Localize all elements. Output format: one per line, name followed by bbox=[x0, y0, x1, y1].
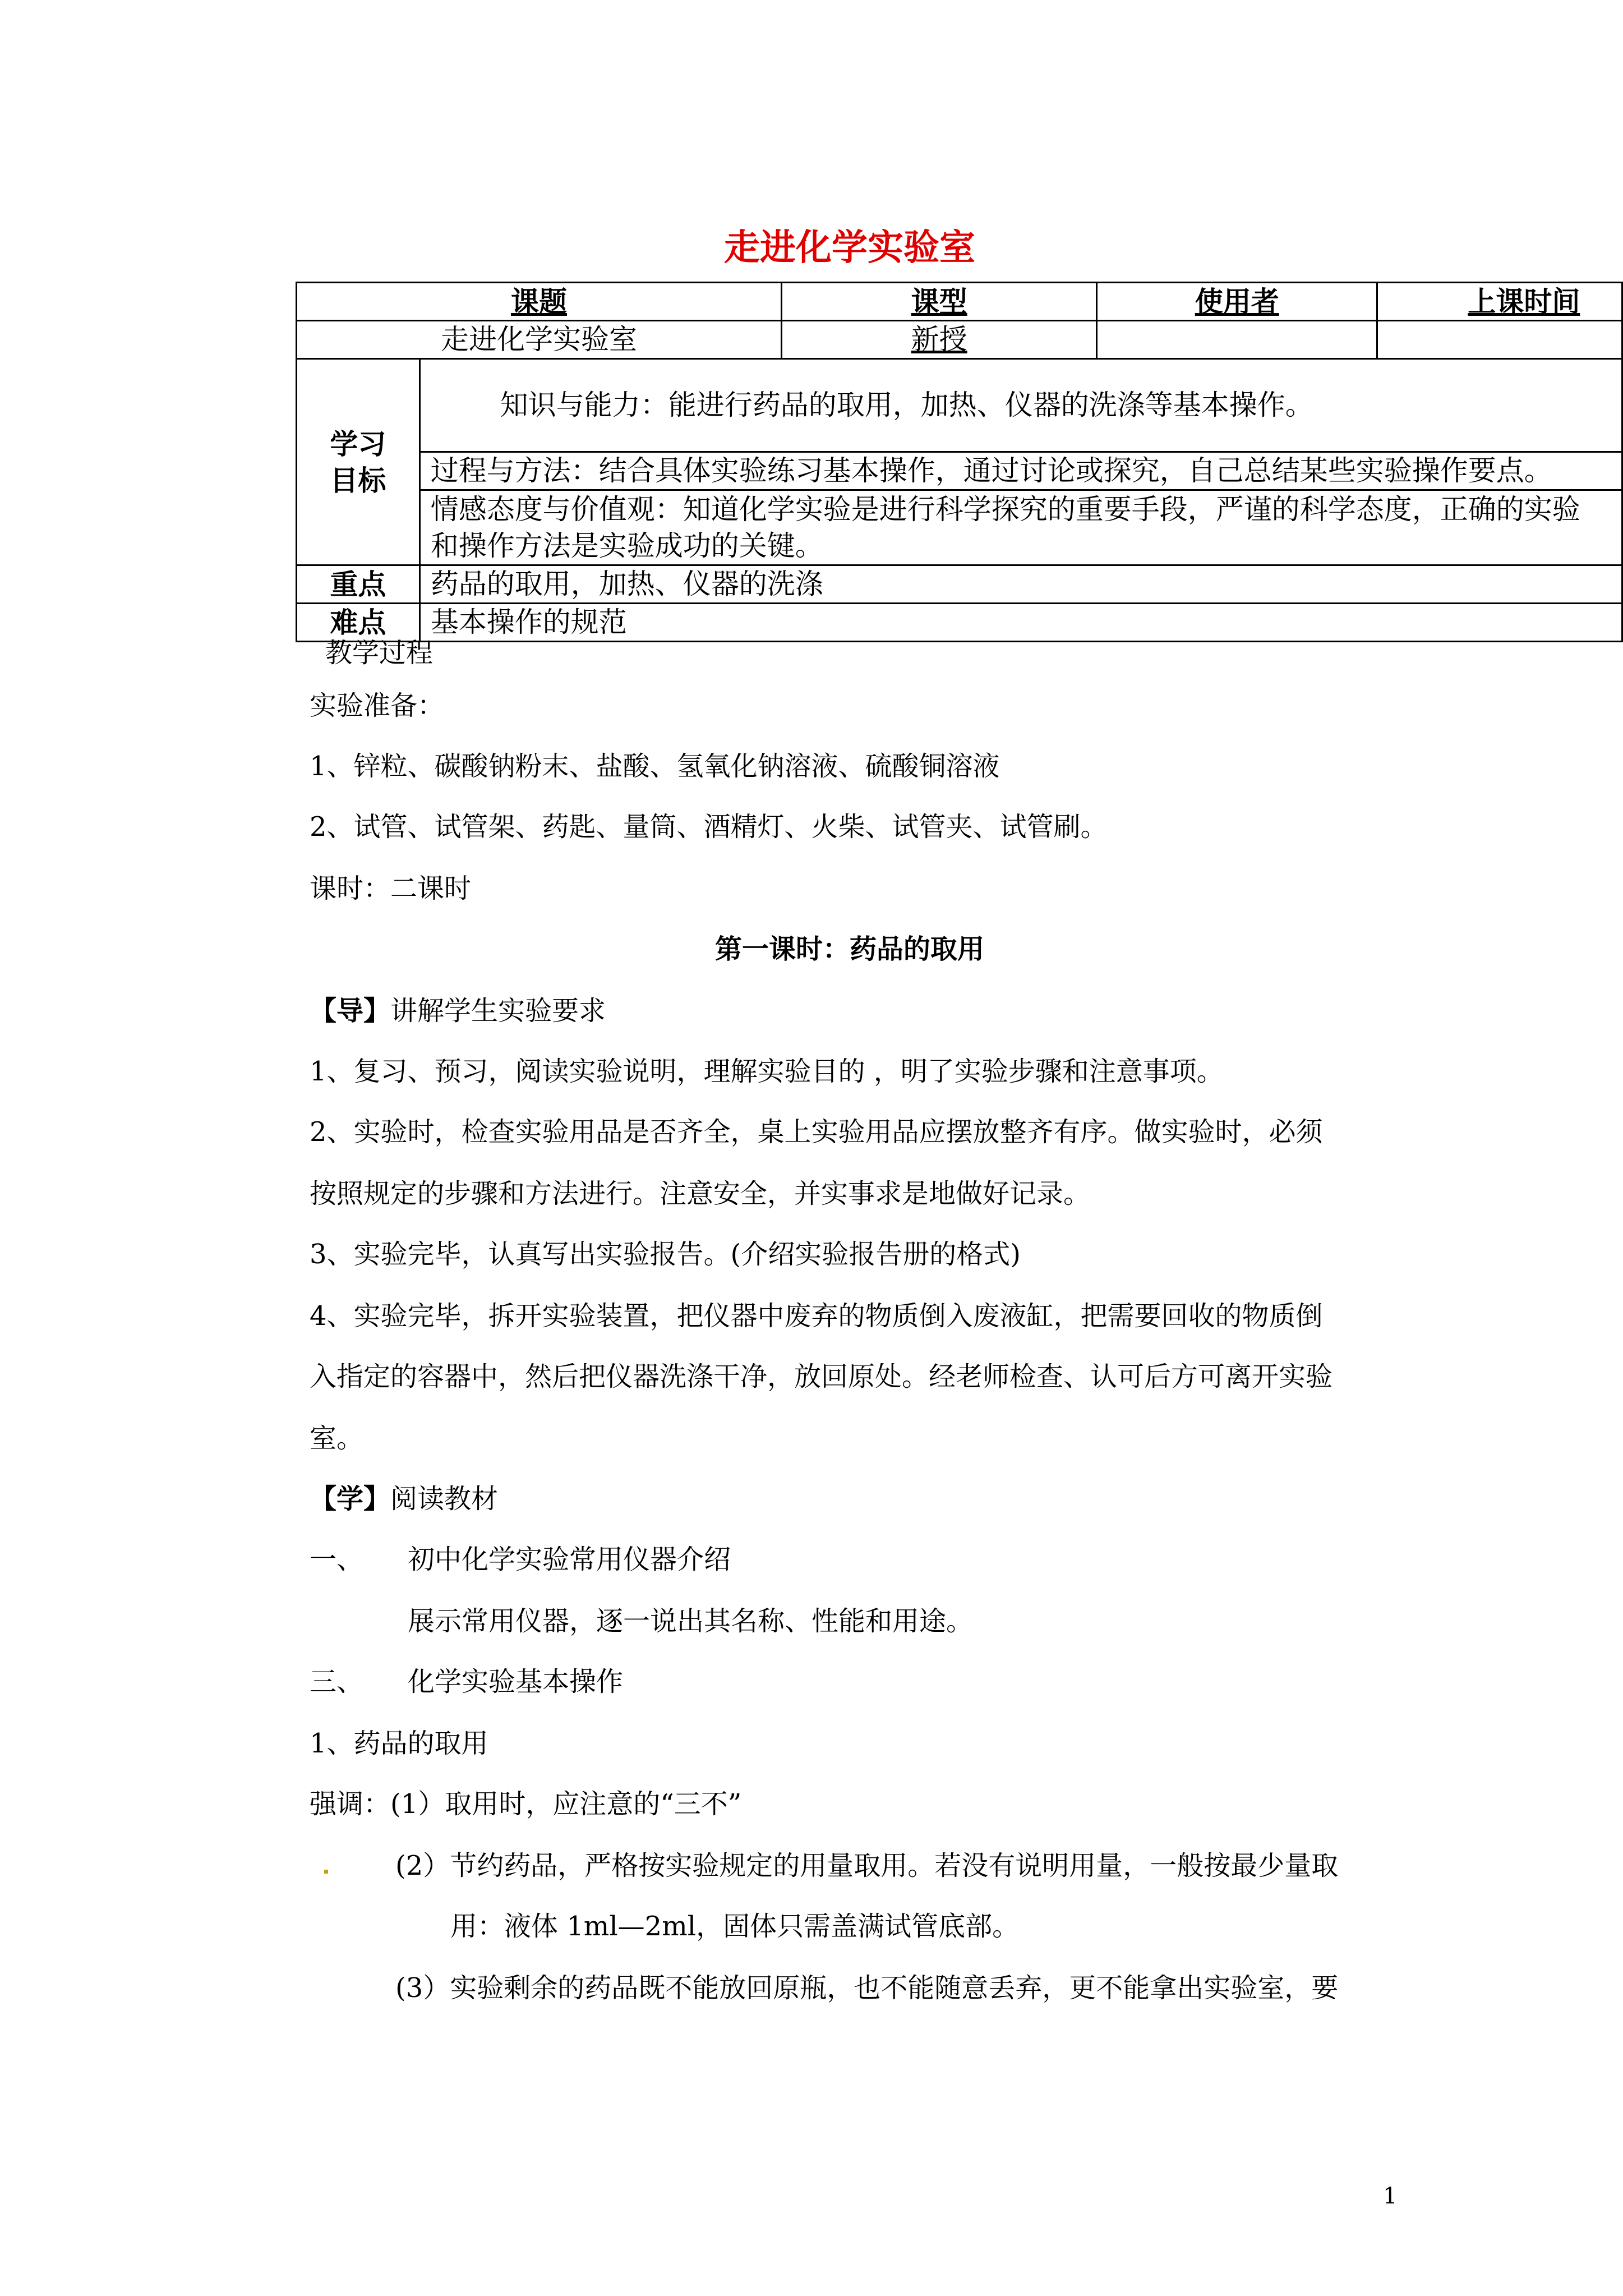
teaching-process-heading: 教学过程 bbox=[325, 637, 434, 669]
prep-item-1: 1、锌粒、碳酸钠粉末、盐酸、氢氧化钠溶液、硫酸铜溶液 bbox=[310, 751, 1000, 782]
requirement-4-line-3: 室。 bbox=[310, 1423, 364, 1454]
section-1-title: 初中化学实验常用仪器介绍 bbox=[408, 1544, 731, 1575]
difficulty-row bbox=[297, 604, 1622, 642]
header-user: 使用者 bbox=[1097, 283, 1377, 321]
class-hours: 课时：二课时 bbox=[310, 873, 472, 904]
guide-tag: 【导】 bbox=[310, 995, 391, 1027]
lesson-heading: 第一课时：药品的取用 bbox=[714, 933, 984, 965]
value-topic: 走进化学实验室 bbox=[297, 321, 782, 359]
header-time: 上课时间 bbox=[1377, 283, 1622, 321]
difficulty-label: 难点 bbox=[297, 604, 420, 642]
objectives-label-line-1: 学习 bbox=[330, 427, 386, 461]
header-topic: 课题 bbox=[297, 283, 782, 321]
study-tag: 【学】 bbox=[310, 1483, 391, 1515]
study-paragraph bbox=[310, 1483, 499, 1515]
section-3-number: 三、 bbox=[310, 1666, 364, 1697]
section-3-title: 化学实验基本操作 bbox=[408, 1666, 624, 1697]
value-type: 新授 bbox=[782, 321, 1097, 359]
requirement-3: 3、实验完毕，认真写出实验报告。(介绍实验报告册的格式) bbox=[310, 1239, 1021, 1270]
objective-row-knowledge bbox=[297, 359, 1622, 452]
objective-row-process bbox=[297, 452, 1622, 490]
table-header-row bbox=[297, 283, 1622, 321]
section-1-number: 一、 bbox=[310, 1544, 364, 1575]
objective-process: 过程与方法：结合具体实验练习基本操作，通过讨论或探究，自己总结某些实验操作要点。 bbox=[419, 452, 1622, 490]
value-time bbox=[1377, 321, 1622, 359]
guide-text: 讲解学生实验要求 bbox=[390, 995, 606, 1027]
objective-knowledge: 知识与能力：能进行药品的取用，加热、仪器的洗涤等基本操作。 bbox=[419, 359, 1622, 452]
key-point-text: 药品的取用，加热、仪器的洗涤 bbox=[419, 565, 1622, 604]
item-1: 1、药品的取用 bbox=[310, 1728, 488, 1759]
lesson-info-table bbox=[296, 282, 1623, 642]
objective-attitude bbox=[419, 490, 1622, 565]
requirement-2-line-1: 2、实验时，检查实验用品是否齐全，桌上实验用品应摆放整齐有序。做实验时，必须 bbox=[310, 1116, 1323, 1148]
header-type: 课型 bbox=[782, 283, 1097, 321]
decorative-dot bbox=[324, 1870, 328, 1874]
objective-attitude-line-2: 和操作方法是实验成功的关键。 bbox=[430, 529, 823, 562]
prep-item-2: 2、试管、试管架、药匙、量筒、酒精灯、火柴、试管夹、试管刷。 bbox=[310, 811, 1108, 843]
section-1-text: 展示常用仪器，逐一说出其名称、性能和用途。 bbox=[408, 1605, 974, 1637]
objectives-label-line-2: 目标 bbox=[330, 463, 386, 497]
key-point-row bbox=[297, 565, 1622, 604]
emphasis-1: 强调：(1）取用时，应注意的“三不” bbox=[310, 1788, 742, 1820]
objective-row-attitude bbox=[297, 490, 1622, 565]
value-user bbox=[1097, 321, 1377, 359]
requirement-2-line-2: 按照规定的步骤和方法进行。注意安全，并实事求是地做好记录。 bbox=[310, 1178, 1091, 1209]
key-point-label: 重点 bbox=[297, 565, 420, 604]
emphasis-3: (3）实验剩余的药品既不能放回原瓶，也不能随意丢弃，更不能拿出实验室，要 bbox=[395, 1972, 1339, 2004]
emphasis-2-line-2: 用：液体 1ml—2ml，固体只需盖满试管底部。 bbox=[450, 1911, 1020, 1942]
requirement-4-line-2: 入指定的容器中，然后把仪器洗涤干净，放回原处。经老师检查、认可后方可离开实验 bbox=[310, 1361, 1333, 1392]
objectives-label bbox=[297, 359, 420, 565]
requirement-1: 1、复习、预习，阅读实验说明，理解实验目的 ，明了实验步骤和注意事项。 bbox=[310, 1056, 1224, 1087]
page-number: 1 bbox=[1383, 2183, 1398, 2209]
study-text: 阅读教材 bbox=[390, 1483, 499, 1515]
table-value-row bbox=[297, 321, 1622, 359]
requirement-4-line-1: 4、实验完毕，拆开实验装置，把仪器中废弃的物质倒入废液缸，把需要回收的物质倒 bbox=[310, 1300, 1323, 1332]
document-title: 走进化学实验室 bbox=[724, 227, 975, 269]
prep-heading: 实验准备： bbox=[310, 690, 445, 721]
emphasis-2-line-1: (2）节约药品，严格按实验规定的用量取用。若没有说明用量，一般按最少量取 bbox=[395, 1850, 1339, 1881]
objective-attitude-line-1: 情感态度与价值观：知道化学实验是进行科学探究的重要手段，严谨的科学态度，正确的实验 bbox=[430, 493, 1580, 526]
difficulty-text: 基本操作的规范 bbox=[419, 604, 1622, 642]
guide-paragraph bbox=[310, 995, 606, 1027]
